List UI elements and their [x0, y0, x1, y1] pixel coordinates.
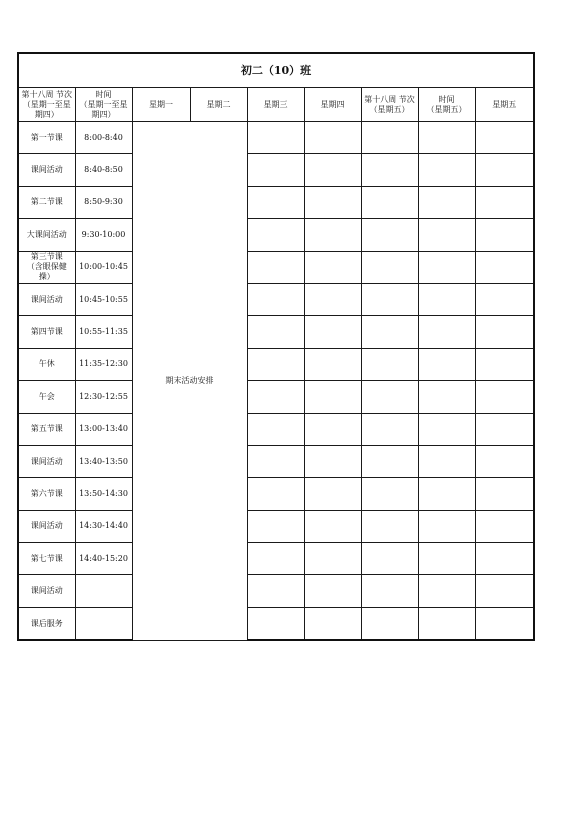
empty-cell [475, 348, 534, 380]
empty-cell [361, 478, 418, 510]
empty-cell [361, 154, 418, 186]
empty-cell [361, 348, 418, 380]
period-cell [18, 186, 75, 218]
header-period-col-friday [361, 88, 418, 122]
empty-cell [361, 510, 418, 542]
period-label: 课间活动 [30, 586, 63, 596]
table-row [18, 283, 534, 315]
empty-cell [361, 575, 418, 607]
empty-cell [475, 478, 534, 510]
empty-cell [247, 607, 304, 640]
empty-cell [304, 219, 361, 251]
period-label: 第六节课 [30, 488, 63, 498]
empty-cell [304, 478, 361, 510]
period-cell [18, 445, 75, 477]
period-cell [18, 575, 75, 607]
time-cell: 14:30-14:40 [75, 510, 132, 542]
empty-cell [418, 283, 475, 315]
table-row [18, 154, 534, 186]
empty-cell [247, 251, 304, 283]
header-period-line: 第十八周 节次 [21, 89, 73, 99]
empty-cell [418, 316, 475, 348]
period-label: 第七节课 [30, 553, 63, 563]
empty-cell [418, 219, 475, 251]
empty-cell [361, 543, 418, 575]
header-day-friday: 星期五 [475, 88, 534, 122]
empty-cell [304, 251, 361, 283]
time-cell: 10:55-11:35 [75, 316, 132, 348]
header-time-col [75, 88, 132, 122]
period-cell [18, 510, 75, 542]
empty-cell [304, 381, 361, 413]
table-row [18, 348, 534, 380]
empty-cell [475, 316, 534, 348]
time-cell: 11:35-12:30 [75, 348, 132, 380]
empty-cell [418, 251, 475, 283]
empty-cell [304, 510, 361, 542]
empty-cell [247, 316, 304, 348]
period-label: 课间活动 [30, 294, 63, 304]
time-cell: 13:00-13:40 [75, 413, 132, 445]
table-row [18, 219, 534, 251]
header-time-col-friday [418, 88, 475, 122]
period-cell [18, 413, 75, 445]
empty-cell [247, 186, 304, 218]
empty-cell [247, 283, 304, 315]
table-row [18, 575, 534, 607]
period-cell [18, 607, 75, 640]
time-cell: 8:00-8:40 [75, 122, 132, 154]
table-row [18, 607, 534, 640]
period-cell [18, 543, 75, 575]
header-day-3: 星期三 [247, 88, 304, 122]
empty-cell [418, 607, 475, 640]
empty-cell [475, 283, 534, 315]
table-row [18, 122, 534, 154]
period-label: 第二节课 [30, 197, 63, 207]
time-cell: 13:40-13:50 [75, 445, 132, 477]
table-row [18, 445, 534, 477]
empty-cell [304, 445, 361, 477]
table-row [18, 316, 534, 348]
empty-cell [418, 154, 475, 186]
empty-cell [475, 607, 534, 640]
time-cell: 10:00-10:45 [75, 251, 132, 283]
empty-cell [247, 122, 304, 154]
empty-cell [304, 413, 361, 445]
time-cell: 9:30-10:00 [75, 219, 132, 251]
header-period-line: （星期一至星 [22, 99, 71, 109]
empty-cell [247, 445, 304, 477]
table-row [18, 543, 534, 575]
empty-cell [361, 283, 418, 315]
table-row [18, 510, 534, 542]
empty-cell [361, 413, 418, 445]
empty-cell [475, 445, 534, 477]
empty-cell [361, 219, 418, 251]
period-label: 午休 [38, 359, 55, 369]
empty-cell [418, 575, 475, 607]
period-label: 课间活动 [30, 521, 63, 531]
header-time-line: 时间 [95, 89, 112, 99]
header-period-line: 期四） [34, 109, 59, 119]
empty-cell [475, 543, 534, 575]
empty-cell [361, 186, 418, 218]
empty-cell [418, 478, 475, 510]
empty-cell [247, 575, 304, 607]
header-period-fri-line: 第十八周 节次 [364, 94, 415, 104]
time-cell [75, 607, 132, 640]
empty-cell [475, 154, 534, 186]
empty-cell [247, 219, 304, 251]
empty-cell [475, 251, 534, 283]
empty-cell [418, 186, 475, 218]
empty-cell [418, 413, 475, 445]
period-label: 第五节课 [30, 424, 63, 434]
header-time-fri-line: （星期五） [426, 104, 467, 114]
time-cell: 14:40-15:20 [75, 543, 132, 575]
period-cell [18, 316, 75, 348]
period-label: （含眼保健 [26, 262, 67, 272]
header-day-1: 星期一 [132, 88, 190, 122]
empty-cell [418, 348, 475, 380]
time-cell: 8:50-9:30 [75, 186, 132, 218]
empty-cell [247, 381, 304, 413]
period-label: 课间活动 [30, 165, 63, 175]
period-cell [18, 381, 75, 413]
time-cell [75, 575, 132, 607]
empty-cell [418, 122, 475, 154]
period-cell [18, 251, 75, 283]
empty-cell [361, 381, 418, 413]
empty-cell [475, 219, 534, 251]
table-row [18, 413, 534, 445]
period-label: 大课间活动 [26, 229, 67, 239]
header-day-4: 星期四 [304, 88, 361, 122]
period-cell [18, 219, 75, 251]
empty-cell [247, 413, 304, 445]
period-cell [18, 478, 75, 510]
period-label: 操） [38, 272, 55, 282]
header-time-line: （星期一至星 [79, 99, 128, 109]
empty-cell [247, 348, 304, 380]
empty-cell [304, 154, 361, 186]
header-time-line: 期四） [91, 109, 116, 119]
table-row [18, 478, 534, 510]
header-period-col [18, 88, 75, 122]
period-cell [18, 348, 75, 380]
empty-cell [475, 575, 534, 607]
empty-cell [418, 543, 475, 575]
header-day-2: 星期二 [190, 88, 247, 122]
empty-cell [304, 607, 361, 640]
period-cell [18, 122, 75, 154]
empty-cell [304, 543, 361, 575]
empty-cell [475, 186, 534, 218]
empty-cell [475, 510, 534, 542]
timetable [17, 52, 535, 641]
empty-cell [247, 154, 304, 186]
period-label: 课后服务 [30, 618, 63, 628]
time-cell: 8:40-8:50 [75, 154, 132, 186]
empty-cell [304, 283, 361, 315]
empty-cell [418, 445, 475, 477]
empty-cell [475, 413, 534, 445]
empty-cell [247, 478, 304, 510]
empty-cell [361, 445, 418, 477]
empty-cell [247, 510, 304, 542]
time-cell: 12:30-12:55 [75, 381, 132, 413]
period-label: 课间活动 [30, 456, 63, 466]
empty-cell [475, 122, 534, 154]
empty-cell [361, 122, 418, 154]
timetable-sheet [17, 52, 533, 641]
empty-cell [304, 122, 361, 154]
table-title: 初二（10）班 [18, 53, 534, 88]
empty-cell [304, 575, 361, 607]
period-cell [18, 154, 75, 186]
table-row [18, 381, 534, 413]
empty-cell [475, 381, 534, 413]
header-time-fri-line: 时间 [438, 94, 455, 104]
table-row [18, 186, 534, 218]
time-cell: 10:45-10:55 [75, 283, 132, 315]
period-cell [18, 283, 75, 315]
empty-cell [418, 381, 475, 413]
empty-cell [361, 316, 418, 348]
header-period-fri-line: （星期五） [369, 104, 410, 114]
empty-cell [304, 348, 361, 380]
period-label: 第四节课 [30, 327, 63, 337]
merged-activity-cell: 期末活动安排 [132, 122, 247, 641]
period-label: 午会 [38, 391, 55, 401]
time-cell: 13:50-14:30 [75, 478, 132, 510]
empty-cell [361, 607, 418, 640]
empty-cell [304, 316, 361, 348]
empty-cell [418, 510, 475, 542]
empty-cell [361, 251, 418, 283]
period-label: 第一节课 [30, 132, 63, 142]
empty-cell [247, 543, 304, 575]
empty-cell [304, 186, 361, 218]
period-label: 第三节课 [30, 252, 63, 262]
table-row [18, 251, 534, 283]
